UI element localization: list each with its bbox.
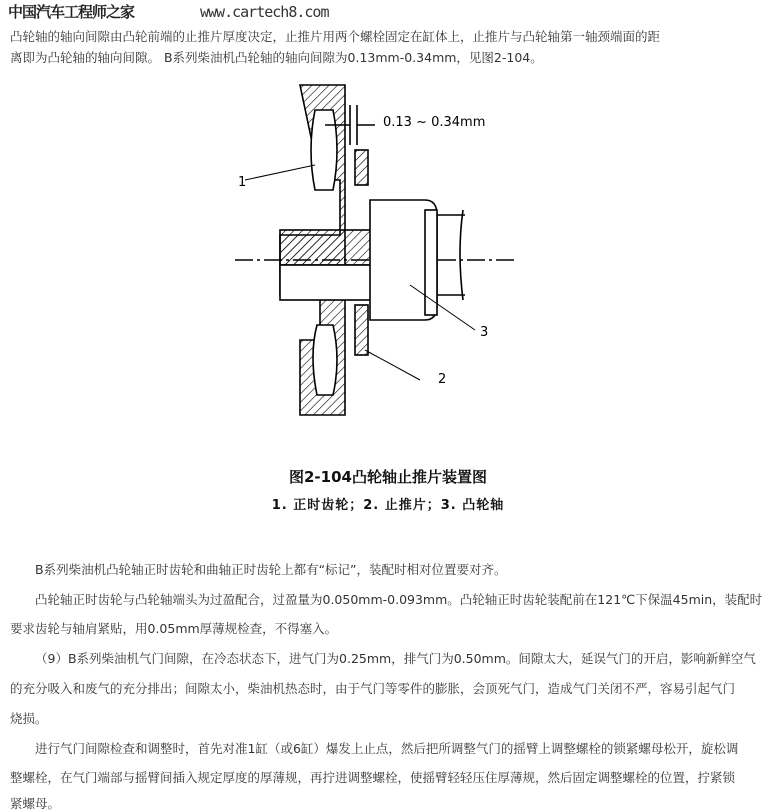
gear-web-cutout-top	[311, 110, 337, 190]
paragraph: 凸轮轴正时齿轮与凸轮轴端头为过盈配合，过盈量为0.050mm-0.093mm。凸轮轴正时齿轮装配前在121℃下保温45min，装配时	[35, 592, 763, 607]
paragraph: 进行气门间隙检查和调整时，首先对准1缸（或6缸）爆发上止点，然后把所调整气门的摇臂上调整螺栓的锁紧螺母松开，旋松调	[35, 741, 739, 756]
thrust-plate-bottom	[355, 305, 368, 355]
label-2: 2	[438, 372, 447, 387]
figure-legend: 1. 正时齿轮；2. 止推片；3. 凸轮轴	[271, 498, 505, 513]
label-3: 3	[480, 325, 489, 340]
watermark-url: www.cartech8.com	[200, 3, 329, 21]
gear-web-cutout-bottom	[313, 325, 337, 395]
intro-line-2: 离即为凸轮轴的轴向间隙。 B系列柴油机凸轮轴的轴向间隙为0.13mm-0.34mm，见图2-104。	[10, 50, 543, 65]
leader-line-1	[245, 165, 315, 180]
leader-line-2	[365, 350, 420, 380]
label-1: 1	[238, 175, 247, 190]
paragraph: 烧损。	[10, 711, 48, 726]
figure-caption: 图2-104凸轮轴止推片装置图	[289, 468, 487, 486]
watermark-logo: 中国汽车工程师之家	[8, 3, 135, 21]
paragraph: 要求齿轮与轴肩紧贴，用0.05mm厚薄规检查，不得塞入。	[10, 621, 338, 636]
intro-line-1: 凸轮轴的轴向间隙由凸轮前端的止推片厚度决定，止推片用两个螺栓固定在缸体上，止推片与凸轮轴第一轴颈端面的距	[10, 29, 661, 44]
paragraph: B系列柴油机凸轮轴正时齿轮和曲轴正时齿轮上都有“标记”，装配时相对位置要对齐。	[35, 562, 507, 577]
thrust-plate-top	[355, 150, 368, 185]
paragraph: 紧螺母。	[10, 796, 61, 811]
break-line	[460, 210, 463, 300]
paragraph: 的充分吸入和废气的充分排出；间隙太小，柴油机热态时，由于气门等零件的膨胀，会顶死气门，造成气门关闭不严，容易引起气门	[10, 681, 736, 696]
clearance-dimension-label: 0.13 ~ 0.34mm	[383, 115, 486, 130]
paragraph: （9）B系列柴油机气门间隙，在冷态状态下，进气门为0.25mm，排气门为0.50mm。间隙太大，延误气门的开启，影响新鲜空气	[35, 651, 756, 666]
paragraph: 整螺栓，在气门端部与摇臂间插入规定厚度的厚薄规，再拧进调整螺栓，使摇臂轻轻压住厚薄规，然后固定调整螺栓的位置，拧紧锁	[10, 770, 736, 785]
